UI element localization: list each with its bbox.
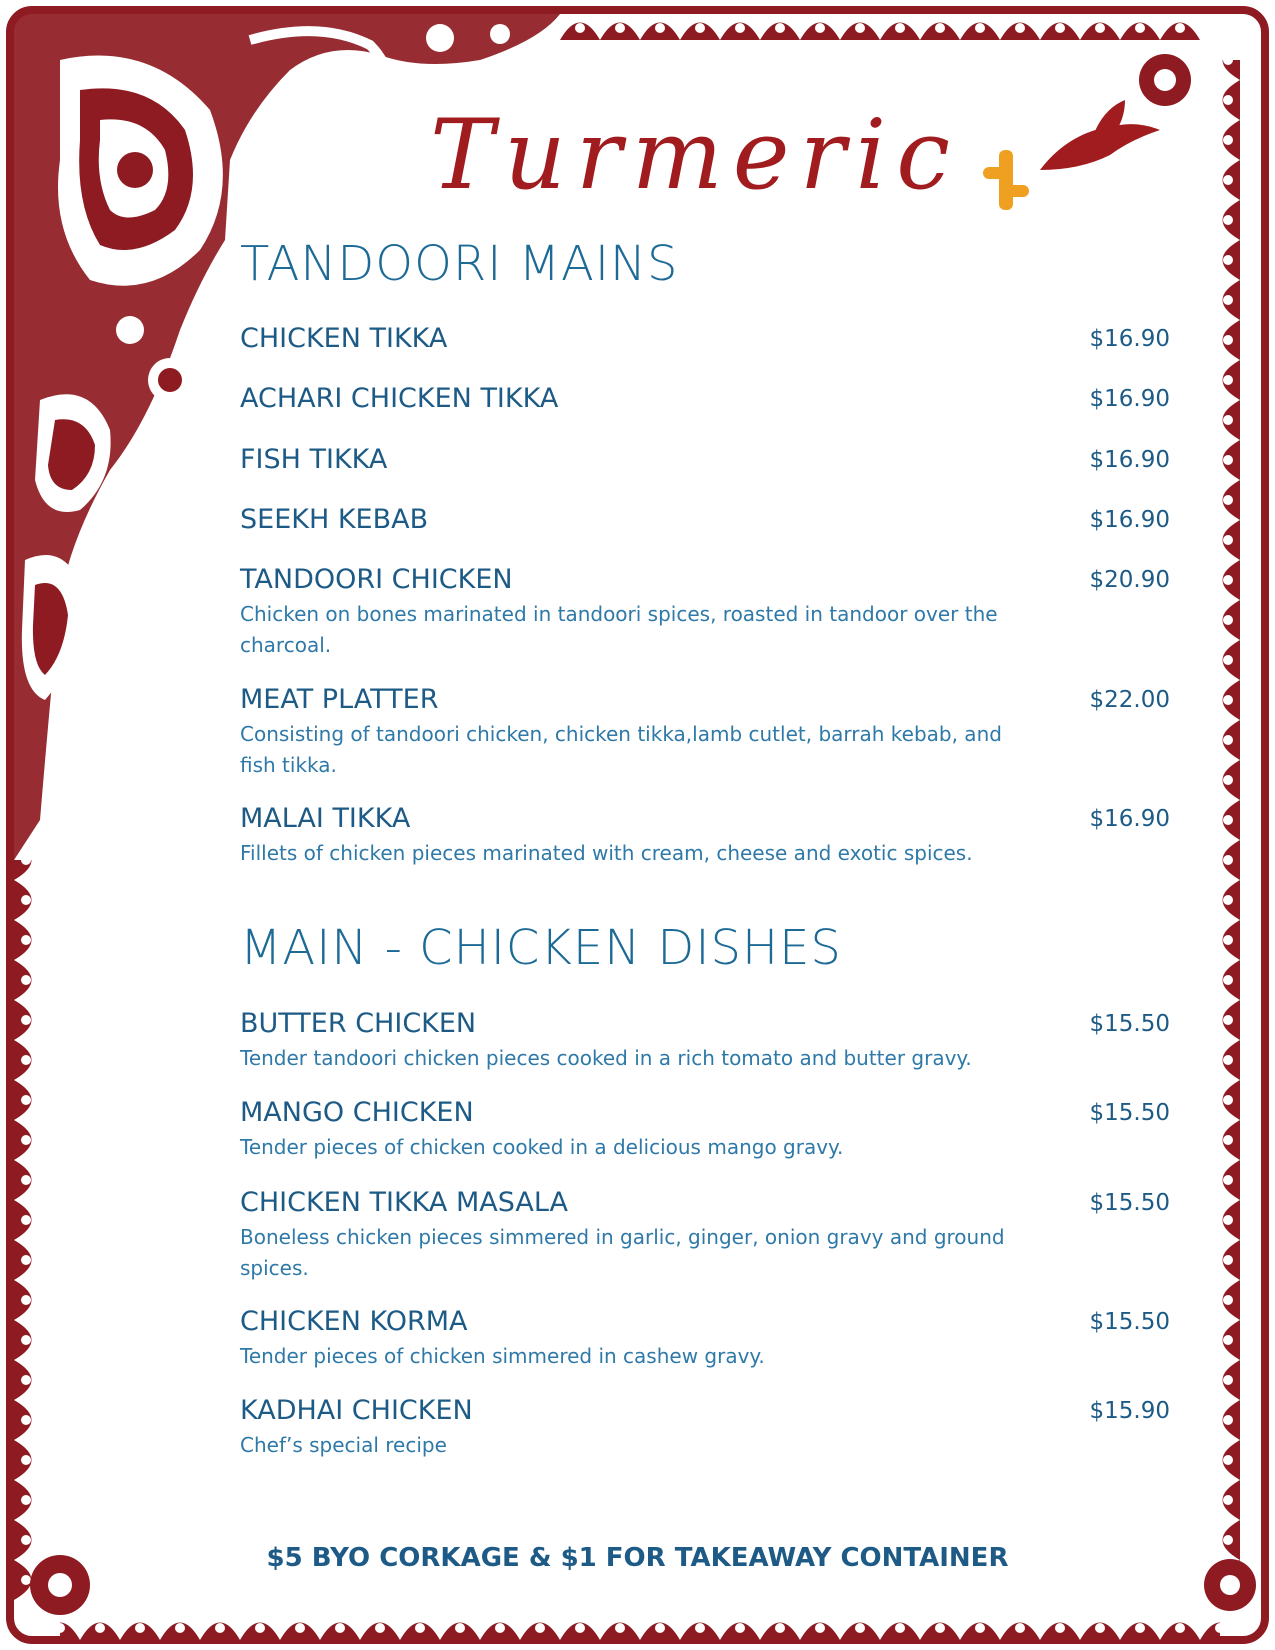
menu-item bbox=[240, 1305, 1170, 1372]
brand-logo bbox=[430, 100, 1170, 220]
item-price: $16.90 bbox=[1089, 447, 1170, 473]
menu-item bbox=[240, 322, 1170, 356]
item-price: $22.00 bbox=[1089, 687, 1170, 713]
menu-item bbox=[240, 443, 1170, 477]
menu-item bbox=[240, 1096, 1170, 1163]
leaf-icon bbox=[1030, 100, 1170, 180]
item-name: ACHARI CHICKEN TIKKA bbox=[240, 383, 559, 414]
item-price: $20.90 bbox=[1089, 567, 1170, 593]
item-description: Tender pieces of chicken cooked in a delicious mango gravy. bbox=[240, 1135, 844, 1159]
item-name: MEAT PLATTER bbox=[240, 684, 439, 715]
item-name: MANGO CHICKEN bbox=[240, 1097, 474, 1128]
item-name: MALAI TIKKA bbox=[240, 803, 411, 834]
item-price: $15.50 bbox=[1089, 1100, 1170, 1126]
item-name: BUTTER CHICKEN bbox=[240, 1008, 477, 1039]
item-name: KADHAI CHICKEN bbox=[240, 1395, 473, 1426]
item-name: TANDOORI CHICKEN bbox=[240, 564, 513, 595]
item-price: $16.90 bbox=[1089, 386, 1170, 412]
menu-item bbox=[240, 1394, 1170, 1461]
item-description: Tender tandoori chicken pieces cooked in a rich tomato and butter gravy. bbox=[240, 1046, 972, 1070]
menu-item bbox=[240, 1186, 1170, 1284]
item-price: $15.50 bbox=[1089, 1309, 1170, 1335]
item-name: SEEKH KEBAB bbox=[240, 504, 429, 535]
section-title-tandoori: TANDOORI MAINS bbox=[240, 236, 679, 292]
item-description: Consisting of tandoori chicken, chicken tikka,lamb cutlet, barrah kebab, and fish tikka. bbox=[240, 722, 1002, 777]
item-price: $16.90 bbox=[1089, 326, 1170, 352]
menu-item bbox=[240, 382, 1170, 416]
footer-note: $5 BYO CORKAGE & $1 FOR TAKEAWAY CONTAINER bbox=[266, 1543, 1009, 1573]
item-price: $15.50 bbox=[1089, 1190, 1170, 1216]
menu-item bbox=[240, 683, 1170, 781]
item-name: FISH TIKKA bbox=[240, 444, 388, 475]
item-name: CHICKEN KORMA bbox=[240, 1306, 468, 1337]
menu-item bbox=[240, 1007, 1170, 1074]
brand-name: Turmeric bbox=[430, 99, 960, 211]
item-description: Chicken on bones marinated in tandoori spices, roasted in tandoor over the charcoal. bbox=[240, 602, 998, 657]
item-description: Tender pieces of chicken simmered in cashew gravy. bbox=[240, 1344, 765, 1368]
item-name: CHICKEN TIKKA bbox=[240, 323, 448, 354]
menu-item bbox=[240, 802, 1170, 869]
section-title-chicken: MAIN - CHICKEN DISHES bbox=[240, 920, 842, 976]
item-price: $16.90 bbox=[1089, 806, 1170, 832]
item-price: $15.50 bbox=[1089, 1011, 1170, 1037]
item-description: Fillets of chicken pieces marinated with cream, cheese and exotic spices. bbox=[240, 841, 973, 865]
item-name: CHICKEN TIKKA MASALA bbox=[240, 1187, 568, 1218]
item-description: Chef’s special recipe bbox=[240, 1433, 447, 1457]
item-price: $15.90 bbox=[1089, 1398, 1170, 1424]
menu-item bbox=[240, 503, 1170, 537]
menu-item bbox=[240, 563, 1170, 661]
turmeric-root-icon bbox=[975, 145, 1035, 215]
item-price: $16.90 bbox=[1089, 507, 1170, 533]
item-description: Boneless chicken pieces simmered in garlic, ginger, onion gravy and ground spices. bbox=[240, 1225, 1005, 1280]
